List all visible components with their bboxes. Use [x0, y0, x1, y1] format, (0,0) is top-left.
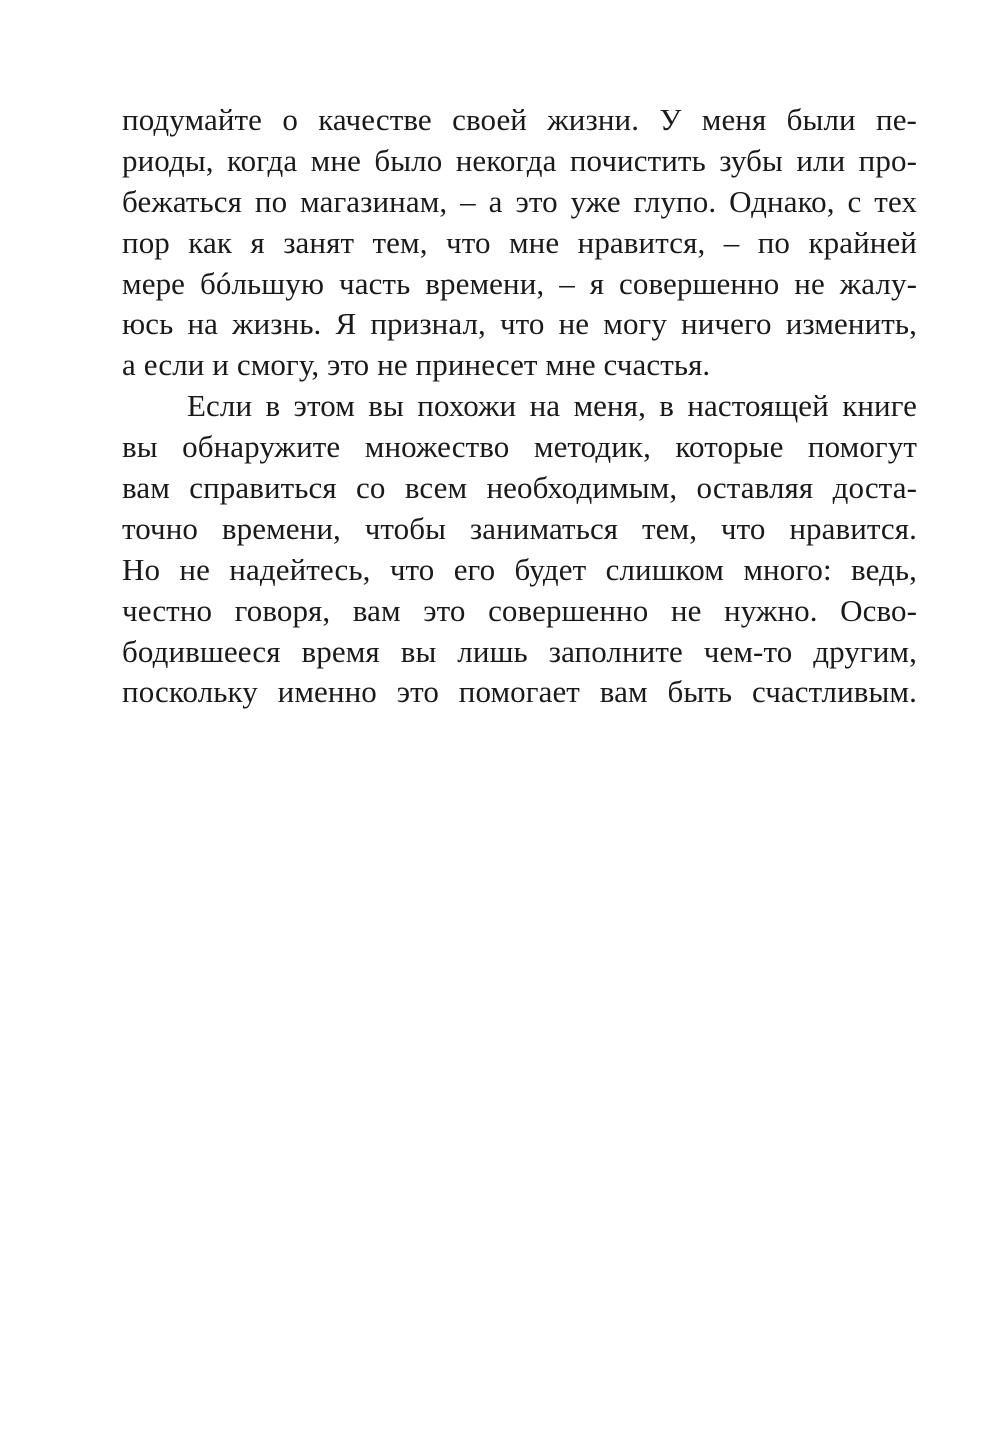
text-line: пор как я занят тем, что мне нравится, – по крайней: [122, 224, 917, 260]
text-line: подумайте о качестве своей жизни. У меня были пе-: [122, 102, 917, 137]
paragraph-1: [122, 100, 917, 386]
text-line: мере бóльшую часть времени, – я совершенно не жалу-: [122, 265, 917, 301]
text-line: Если в этом вы похожи на меня, в настоящей книге: [187, 388, 917, 424]
text-line: точно времени, чтобы заниматься тем, что нравится.: [122, 510, 917, 546]
text-line: вам справиться со всем необходимым, оставляя доста-: [122, 470, 917, 506]
text-line: поскольку именно это помогает вам быть счастливым.: [122, 674, 917, 710]
text-line: вы обнаружите множество методик, которые помогут: [122, 429, 917, 465]
text-line: риоды, когда мне было некогда почистить зубы или про-: [122, 142, 917, 178]
text-line: а если и смогу, это не принесет мне счастья.: [122, 347, 711, 383]
text-line: бодившееся время вы лишь заполните чем-то другим,: [122, 633, 917, 669]
text-line: юсь на жизнь. Я признал, что не могу ничего изменить,: [122, 306, 917, 342]
text-line: Но не надейтесь, что его будет слишком много: ведь,: [122, 551, 917, 587]
body-text: [122, 100, 917, 713]
text-line: бежаться по магазинам, – а это уже глупо. Однако, с тех: [122, 183, 917, 219]
text-line: честно говоря, вам это совершенно не нужно. Осво-: [122, 592, 917, 628]
paragraph-2: [122, 386, 917, 713]
